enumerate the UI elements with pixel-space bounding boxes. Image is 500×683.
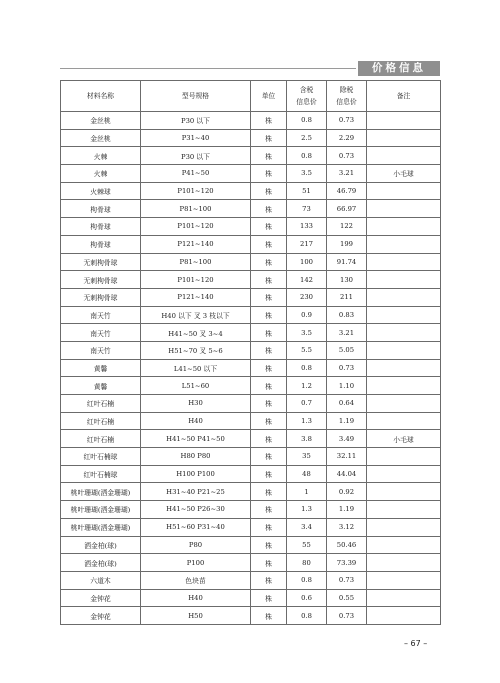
cell-material-name: 黄馨 [61,359,141,377]
cell-note [367,147,441,165]
cell-note [367,112,441,130]
cell-note: 小毛球 [367,430,441,448]
cell-note [367,218,441,236]
cell-spec: P81~100 [141,253,251,271]
cell-tax-inclusive-price: 0.8 [287,359,327,377]
cell-tax-inclusive-price: 80 [287,554,327,572]
cell-unit: 株 [251,306,287,324]
cell-material-name: 无刺枸骨球 [61,253,141,271]
cell-spec: P101~120 [141,271,251,289]
table-row [61,200,441,218]
cell-tax-exclusive-price: 211 [327,288,367,306]
cell-tax-exclusive-price: 73.39 [327,554,367,572]
cell-material-name: 火棘球 [61,182,141,200]
cell-material-name: 红叶石楠 [61,430,141,448]
cell-tax-inclusive-price: 5.5 [287,341,327,359]
cell-tax-inclusive-price: 35 [287,448,327,466]
cell-tax-inclusive-price: 0.8 [287,147,327,165]
cell-material-name: 枸骨球 [61,218,141,236]
cell-tax-exclusive-price: 3.49 [327,430,367,448]
table-row [61,589,441,607]
table-row [61,306,441,324]
cell-unit: 株 [251,341,287,359]
cell-material-name: 洒金柏(球) [61,536,141,554]
table-row [61,554,441,572]
cell-unit: 株 [251,112,287,130]
table-row [61,129,441,147]
cell-tax-exclusive-price: 0.73 [327,571,367,589]
cell-tax-exclusive-price: 1.10 [327,377,367,395]
cell-tax-inclusive-price: 100 [287,253,327,271]
cell-note [367,377,441,395]
cell-spec: H41~50 P26~30 [141,501,251,519]
cell-spec: P121~140 [141,235,251,253]
cell-note [367,412,441,430]
table-row [61,271,441,289]
table-row [61,218,441,236]
header-tax-inclusive-line1: 含税 [299,86,314,94]
table-row [61,571,441,589]
cell-material-name: 桃叶珊瑚(洒金珊瑚) [61,501,141,519]
cell-tax-exclusive-price: 32.11 [327,448,367,466]
cell-tax-inclusive-price: 1.3 [287,412,327,430]
cell-material-name: 金丝桃 [61,112,141,130]
cell-spec: P101~120 [141,182,251,200]
table-row [61,147,441,165]
cell-note [367,589,441,607]
cell-unit: 株 [251,165,287,183]
cell-material-name: 南天竹 [61,341,141,359]
cell-unit: 株 [251,483,287,501]
header-tax-inclusive-price [287,81,327,112]
table-row [61,483,441,501]
cell-unit: 株 [251,430,287,448]
cell-note [367,324,441,342]
cell-tax-inclusive-price: 55 [287,536,327,554]
cell-unit: 株 [251,412,287,430]
cell-spec: H30 [141,395,251,413]
cell-tax-exclusive-price: 122 [327,218,367,236]
cell-material-name: 金钟花 [61,589,141,607]
table-row [61,359,441,377]
table-row [61,518,441,536]
cell-spec: 色块苗 [141,571,251,589]
cell-material-name: 红叶石楠 [61,395,141,413]
table-row [61,288,441,306]
cell-material-name: 六道木 [61,571,141,589]
cell-tax-exclusive-price: 0.73 [327,359,367,377]
cell-tax-exclusive-price: 5.05 [327,341,367,359]
cell-tax-inclusive-price: 1.2 [287,377,327,395]
cell-unit: 株 [251,377,287,395]
cell-unit: 株 [251,395,287,413]
cell-material-name: 红叶石楠 [61,412,141,430]
cell-spec: P41~50 [141,165,251,183]
table-row [61,235,441,253]
cell-material-name: 金丝桃 [61,129,141,147]
cell-unit: 株 [251,218,287,236]
cell-note [367,359,441,377]
cell-tax-exclusive-price: 3.21 [327,165,367,183]
cell-tax-inclusive-price: 230 [287,288,327,306]
cell-unit: 株 [251,554,287,572]
header-rule [60,68,356,69]
cell-spec: H51~60 P31~40 [141,518,251,536]
cell-tax-inclusive-price: 0.6 [287,589,327,607]
cell-spec: H40 [141,589,251,607]
cell-tax-exclusive-price: 0.73 [327,112,367,130]
cell-tax-exclusive-price: 3.12 [327,518,367,536]
cell-material-name: 枸骨球 [61,200,141,218]
cell-unit: 株 [251,147,287,165]
header-note: 备注 [367,81,441,112]
cell-note [367,607,441,625]
cell-material-name: 无刺枸骨球 [61,288,141,306]
cell-material-name: 枸骨球 [61,235,141,253]
cell-note [367,465,441,483]
cell-tax-exclusive-price: 50.46 [327,536,367,554]
cell-tax-inclusive-price: 217 [287,235,327,253]
cell-unit: 株 [251,271,287,289]
cell-unit: 株 [251,235,287,253]
cell-note [367,554,441,572]
cell-tax-inclusive-price: 2.5 [287,129,327,147]
cell-unit: 株 [251,324,287,342]
cell-tax-exclusive-price: 3.21 [327,324,367,342]
table-row [61,324,441,342]
cell-tax-exclusive-price: 1.19 [327,501,367,519]
cell-note [367,518,441,536]
cell-tax-inclusive-price: 0.8 [287,571,327,589]
table-row [61,112,441,130]
cell-tax-inclusive-price: 48 [287,465,327,483]
header-material-name: 材料名称 [61,81,141,112]
cell-tax-inclusive-price: 51 [287,182,327,200]
cell-note [367,501,441,519]
cell-spec: H41~50 叉 3~4 [141,324,251,342]
cell-note [367,235,441,253]
cell-tax-exclusive-price: 0.55 [327,589,367,607]
cell-tax-exclusive-price: 0.73 [327,607,367,625]
cell-tax-exclusive-price: 199 [327,235,367,253]
cell-spec: H41~50 P41~50 [141,430,251,448]
table-row [61,165,441,183]
cell-tax-inclusive-price: 1.3 [287,501,327,519]
cell-tax-inclusive-price: 3.4 [287,518,327,536]
table-row [61,253,441,271]
table-row [61,465,441,483]
cell-material-name: 无刺枸骨球 [61,271,141,289]
cell-note [367,395,441,413]
cell-material-name: 火棘 [61,147,141,165]
cell-unit: 株 [251,536,287,554]
cell-unit: 株 [251,288,287,306]
cell-tax-inclusive-price: 0.9 [287,306,327,324]
cell-note [367,288,441,306]
cell-tax-inclusive-price: 133 [287,218,327,236]
table-row [61,448,441,466]
cell-note [367,271,441,289]
table-row [61,395,441,413]
cell-material-name: 洒金柏(球) [61,554,141,572]
table-row [61,341,441,359]
table-row [61,412,441,430]
cell-tax-inclusive-price: 3.8 [287,430,327,448]
cell-tax-inclusive-price: 3.5 [287,165,327,183]
cell-spec: L51~60 [141,377,251,395]
cell-material-name: 南天竹 [61,306,141,324]
cell-unit: 株 [251,607,287,625]
header-tax-inclusive-line2: 信息价 [296,98,317,106]
cell-tax-exclusive-price: 0.83 [327,306,367,324]
header-tax-exclusive-line2: 信息价 [336,98,357,106]
cell-unit: 株 [251,518,287,536]
cell-tax-exclusive-price: 44.04 [327,465,367,483]
cell-material-name: 金钟花 [61,607,141,625]
cell-tax-exclusive-price: 2.29 [327,129,367,147]
cell-unit: 株 [251,182,287,200]
cell-tax-exclusive-price: 0.64 [327,395,367,413]
table-row [61,182,441,200]
cell-tax-exclusive-price: 91.74 [327,253,367,271]
cell-unit: 株 [251,465,287,483]
cell-tax-inclusive-price: 0.7 [287,395,327,413]
cell-tax-exclusive-price: 0.73 [327,147,367,165]
cell-unit: 株 [251,501,287,519]
header-tax-exclusive-price [327,81,367,112]
cell-note [367,182,441,200]
cell-unit: 株 [251,253,287,271]
table-row [61,607,441,625]
cell-spec: P100 [141,554,251,572]
cell-spec: L41~50 以下 [141,359,251,377]
cell-note: 小毛球 [367,165,441,183]
cell-unit: 株 [251,571,287,589]
cell-material-name: 桃叶珊瑚(洒金珊瑚) [61,483,141,501]
cell-material-name: 南天竹 [61,324,141,342]
cell-tax-inclusive-price: 142 [287,271,327,289]
cell-tax-exclusive-price: 66.97 [327,200,367,218]
table-header-row [61,81,441,112]
cell-note [367,571,441,589]
cell-material-name: 桃叶珊瑚(洒金珊瑚) [61,518,141,536]
cell-unit: 株 [251,129,287,147]
cell-spec: P121~140 [141,288,251,306]
cell-spec: H51~70 叉 5~6 [141,341,251,359]
cell-spec: H40 [141,412,251,430]
cell-material-name: 红叶石楠球 [61,465,141,483]
cell-spec: P81~100 [141,200,251,218]
cell-note [367,306,441,324]
header-tax-exclusive-line1: 除税 [339,86,354,94]
cell-note [367,341,441,359]
table-row [61,377,441,395]
page-number: – 67 – [404,639,428,648]
cell-spec: P80 [141,536,251,554]
cell-tax-inclusive-price: 1 [287,483,327,501]
cell-spec: H31~40 P21~25 [141,483,251,501]
cell-note [367,448,441,466]
cell-unit: 株 [251,589,287,607]
cell-note [367,200,441,218]
cell-tax-exclusive-price: 0.92 [327,483,367,501]
cell-unit: 株 [251,448,287,466]
cell-note [367,483,441,501]
table-body [61,112,441,625]
cell-material-name: 火棘 [61,165,141,183]
cell-material-name: 红叶石楠球 [61,448,141,466]
cell-spec: H40 以下 叉 3 枝以下 [141,306,251,324]
cell-tax-exclusive-price: 130 [327,271,367,289]
cell-spec: H50 [141,607,251,625]
table-row [61,501,441,519]
cell-tax-inclusive-price: 0.8 [287,112,327,130]
cell-note [367,536,441,554]
cell-spec: P30 以下 [141,112,251,130]
price-table [60,80,441,625]
table-row [61,430,441,448]
table-row [61,536,441,554]
cell-tax-exclusive-price: 1.19 [327,412,367,430]
cell-note [367,253,441,271]
cell-spec: P31~40 [141,129,251,147]
section-title: 价格信息 [358,61,440,76]
cell-unit: 株 [251,359,287,377]
cell-tax-inclusive-price: 3.5 [287,324,327,342]
cell-tax-inclusive-price: 0.8 [287,607,327,625]
cell-tax-exclusive-price: 46.79 [327,182,367,200]
cell-tax-inclusive-price: 73 [287,200,327,218]
cell-material-name: 黄馨 [61,377,141,395]
cell-unit: 株 [251,200,287,218]
header-spec: 型号规格 [141,81,251,112]
cell-spec: P30 以下 [141,147,251,165]
header-unit: 单位 [251,81,287,112]
cell-spec: P101~120 [141,218,251,236]
cell-note [367,129,441,147]
cell-spec: H100 P100 [141,465,251,483]
cell-spec: H80 P80 [141,448,251,466]
